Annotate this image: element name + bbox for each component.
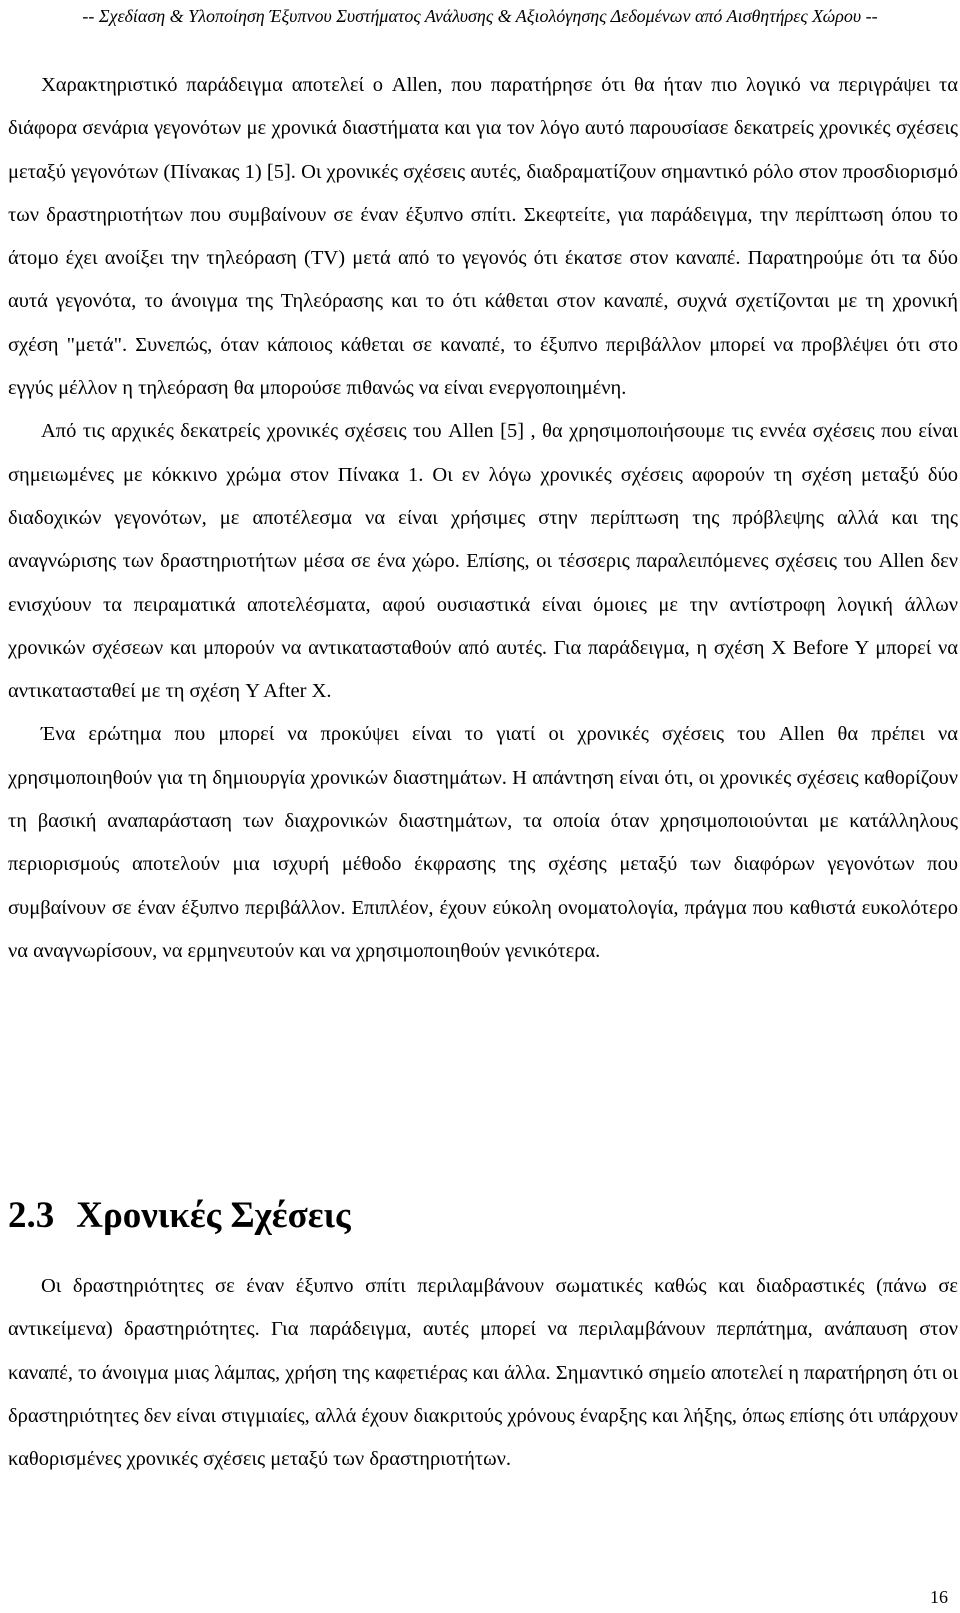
- text-block-after-section: [8, 1265, 958, 1481]
- section-title: Χρονικές Σχέσεις: [76, 1195, 351, 1236]
- section-heading: [8, 1193, 351, 1239]
- paragraph: Οι δραστηριότητες σε έναν έξυπνο σπίτι περιλαμβάνουν σωματικές καθώς και διαδραστικές (πάνω σε αντικείμενα) δραστηριότητες. Για παράδειγμα, αυτές μπορεί να περιλαμβάνουν περπάτημα, ανάπαυση στον καναπέ, το άνοιγμα μιας λάμπας, χρήση της καφετιέρας και άλλα. Σημαντικό σημείο αποτελεί η παρατήρηση ότι οι δραστηριότητες δεν είναι στιγμιαίες, αλλά έχουν διακριτούς χρόνους έναρξης και λήξης, όπως επίσης ότι υπάρχουν καθορισμένες χρονικές σχέσεις μεταξύ των δραστηριοτήτων.: [8, 1275, 958, 1471]
- section-number: 2.3: [8, 1195, 55, 1236]
- running-header: -- Σχεδίαση & Υλοποίηση Έξυπνου Συστήματος Ανάλυσης & Αξιολόγησης Δεδομένων από Αισθητήρες Χώρου --: [82, 6, 878, 26]
- text-block-before-section: [8, 64, 958, 973]
- paragraph: Χαρακτηριστικό παράδειγμα αποτελεί ο Allen, που παρατήρησε ότι θα ήταν πιο λογικό να περιγράψει τα διάφορα σενάρια γεγονότων με χρονικά διαστήματα και για τον λόγο αυτό παρουσίασε δεκατρείς χρονικές σχέσεις μεταξύ γεγονότων (Πίνακας 1) [5]. Οι χρονικές σχέσεις αυτές, διαδραματίζουν σημαντικό ρόλο στον προσδιορισμό των δραστηριοτήτων που συμβαίνουν σε έναν έξυπνο σπίτι. Σκεφτείτε, για παράδειγμα, την περίπτωση όπου το άτομο έχει ανοίξει την τηλεόραση (TV) μετά από το γεγονός ότι έκατσε στον καναπέ. Παρατηρούμε ότι τα δύο αυτά γεγονότα, το άνοιγμα της Τηλεόρασης και το ότι κάθεται στον καναπέ, συχνά σχετίζονται με τη χρονική σχέση "μετά". Συνεπώς, όταν κάποιος κάθεται σε καναπέ, το έξυπνο περιβάλλον μπορεί να προβλέψει ότι στο εγγύς μέλλον η τηλεόραση θα μπορούσε πιθανώς να είναι ενεργοποιημένη.: [8, 74, 958, 400]
- page-number: 16: [930, 1587, 948, 1607]
- paragraph: Από τις αρχικές δεκατρείς χρονικές σχέσεις του Allen [5] , θα χρησιμοποιήσουμε τις εννέα σχέσεις που είναι σημειωμένες με κόκκινο χρώμα στον Πίνακα 1. Οι εν λόγω χρονικές σχέσεις αφορούν τη σχέση μεταξύ δύο διαδοχικών γεγονότων, με αποτέλεσμα να είναι χρήσιμες στην περίπτωση της πρόβλεψης αλλά και της αναγνώρισης των δραστηριοτήτων μέσα σε ένα χώρο. Επίσης, οι τέσσερις παραλειπόμενες σχέσεις του Allen δεν ενισχύουν τα πειραματικά αποτελέσματα, αφού ουσιαστικά είναι όμοιες με την αντίστροφη λογική άλλων χρονικών σχέσεων και μπορούν να αντικατασταθούν από αυτές. Για παράδειγμα, η σχέση X Before Y μπορεί να αντικατασταθεί με τη σχέση Y After X.: [8, 420, 958, 703]
- paragraph: Ένα ερώτημα που μπορεί να προκύψει είναι το γιατί οι χρονικές σχέσεις του Allen θα πρέπει να χρησιμοποιηθούν για τη δημιουργία χρονικών διαστημάτων. Η απάντηση είναι ότι, οι χρονικές σχέσεις καθορίζουν τη βασική αναπαράσταση των διαχρονικών διαστημάτων, τα οποία όταν χρησιμοποιούνται με κατάλληλους περιορισμούς αποτελούν μια ισχυρή μέθοδο έκφρασης της σχέσης μεταξύ των διαφόρων γεγονότων που συμβαίνουν σε έναν έξυπνο περιβάλλον. Επιπλέον, έχουν εύκολη ονοματολογία, πράγμα που καθιστά ευκολότερο να αναγνωρίσουν, να ερμηνευτούν και να χρησιμοποιηθούν γενικότερα.: [8, 723, 958, 962]
